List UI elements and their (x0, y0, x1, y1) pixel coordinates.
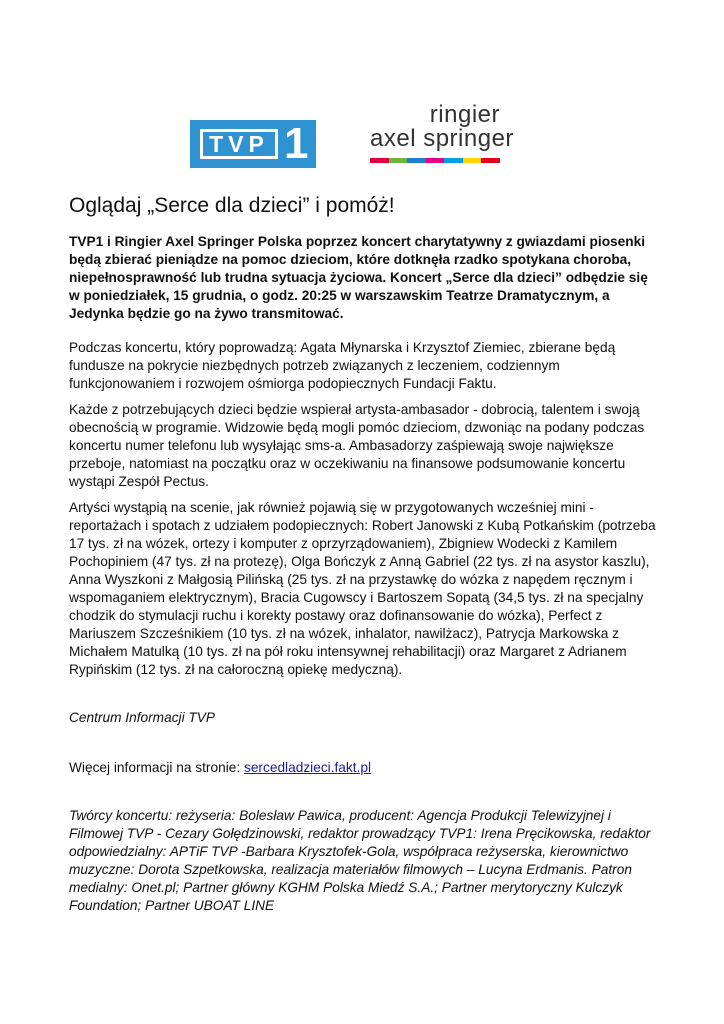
ringier-axel-springer-logo (370, 100, 514, 168)
stripe-segment (370, 158, 389, 163)
ringier-logo-color-stripe (370, 158, 500, 163)
article-title: Oglądaj „Serce dla dzieci” i pomóż! (69, 194, 395, 217)
article-paragraph: Artyści wystąpią na scenie, jak również pojawią się w przygotowanych wcześniej mini - reportażach i spotach z udziałem podopiecznych: Robert Janowski z Kubą Potkańskim (potrzeba 17 tys. zł na wózek, ortezy i komputer z oprzyrządowaniem), Zbigniew Wodecki z Kamilem Pochopiniem (47 tys. zł na protezę), Olga Bończyk z Anną Gabriel (22 tys. zł na asystor kaszlu), Anna Wyszkoni z Małgosią Pilińską (25 tys. zł na przystawkę do wózka z napędem ręcznym i wspomaganiem elektrycznym), Bracia Cugowscy i Bartoszem Sopatą (34,5 tys. zł na specjalny chodzik do stymulacji ruchu i korekty postawy oraz dofinansowanie do wózka), Perfect z Mariuszem Szcześnikiem (10 tys. zł na wózek, inhalator, nawilżacz), Patrycja Markowska z Michałem Matulką (10 tys. zł na pół roku intensywnej rehabilitacji) oraz Margaret z Adrianem Rypińskim (12 tys. zł na całoroczną opiekę medyczną). (69, 500, 656, 677)
tvp1-logo (190, 120, 316, 168)
tvp-logo-box-text: TVP (200, 129, 278, 159)
stripe-segment (463, 158, 482, 163)
tvp-logo-number: 1 (284, 119, 309, 168)
stripe-segment (389, 158, 408, 163)
article-paragraph: Każde z potrzebujących dzieci będzie wspierał artysta-ambasador - dobrocią, talentem i swoją obecnością w programie. Widzowie będą mogli pomóc dzieciom, dzwoniąc na podany podczas koncertu numer telefonu lub wysyłając sms-a. Ambasadorzy zaśpiewają swoje największe przeboje, natomiast na początku oraz w oczekiwaniu na finansowe podsumowanie koncertu wystąpi Zespół Pectus. (69, 402, 645, 489)
article-paragraph: Podczas koncertu, który poprowadzą: Agata Młynarska i Krzysztof Ziemiec, zbierane będą fundusze na pokrycie niezbędnych potrzeb związanych z leczeniem, codziennym funkcjonowaniem i rozwojem ośmiorga podopiecznych Fundacji Faktu. (69, 340, 616, 391)
more-info-label: Więcej informacji na stronie: (69, 760, 244, 775)
more-info-line (69, 759, 659, 777)
ringier-logo-line1: ringier (429, 101, 500, 128)
logo-bar (0, 100, 724, 190)
ringier-logo-line2: axel springer (370, 125, 514, 152)
stripe-segment (426, 158, 445, 163)
article-source: Centrum Informacji TVP (69, 710, 216, 725)
article (69, 193, 659, 915)
more-info-link[interactable]: sercedladzieci.fakt.pl (243, 760, 372, 775)
article-lead: TVP1 i Ringier Axel Springer Polska poprzez koncert charytatywny z gwiazdami piosenki będą zbierać pieniądze na pomoc dzieciom, które dotknęła rzadko spotykana choroba, niepełnosprawność lub trudna sytuacja życiowa. Koncert „Serce dla dzieci” odbędzie się w poniedziałek, 15 grudnia, o godz. 20:25 w warszawskim Teatrze Dramatycznym, a Jedynka będzie go na żywo transmitować. (69, 234, 648, 321)
stripe-segment (444, 158, 463, 163)
stripe-segment (407, 158, 426, 163)
stripe-segment (481, 158, 500, 163)
concert-credits: Twórcy koncertu: reżyseria: Bolesław Pawica, producent: Agencja Produkcji Telewizyjnej i Filmowej TVP - Cezary Gołędzinowski, redaktor prowadzący TVP1: Irena Pręcikowska, redaktor odpowiedzialny: APTiF TVP -Barbara Krysztofek-Gola, współpraca reżyserska, kierownictwo muzyczne: Dorota Szpetkowska, realizacja materiałów filmowych – Lucyna Erdmanis. Patron medialny: Onet.pl; Partner główny KGHM Polska Miedź S.A.; Partner merytoryczny Kulczyk Foundation; Partner UBOAT LINE (69, 808, 651, 913)
